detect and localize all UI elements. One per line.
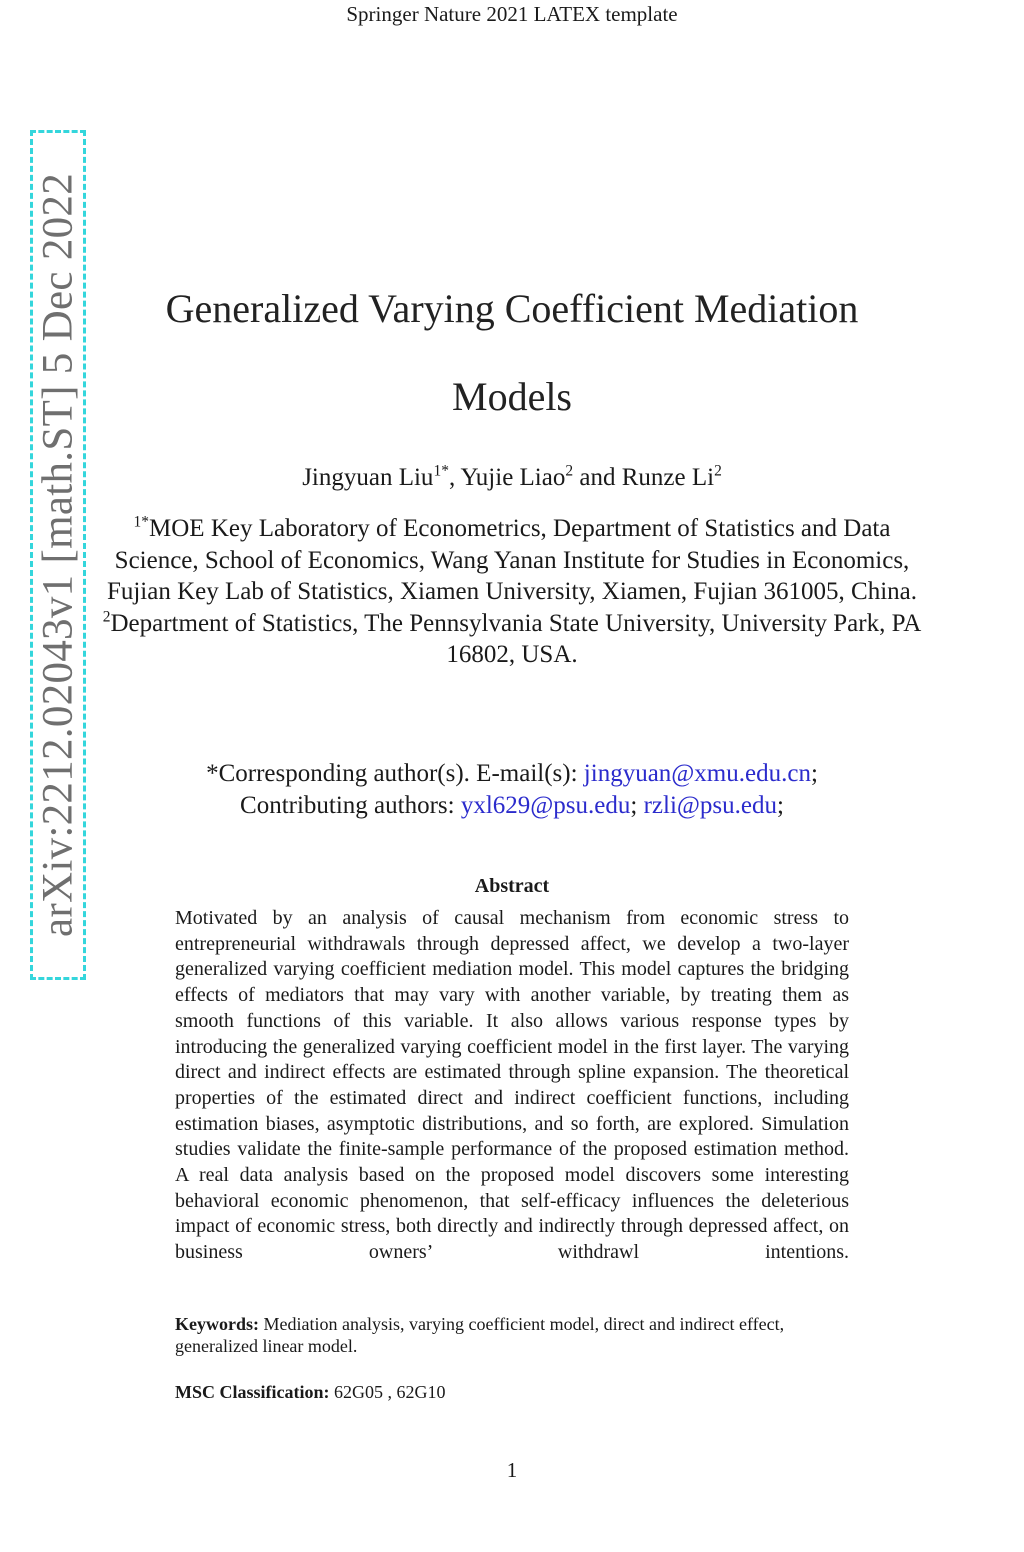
email-link[interactable]: rzli@psu.edu	[643, 791, 778, 819]
author-list	[0, 464, 1024, 492]
author-name: Yujie Liao	[460, 464, 566, 491]
msc-classification	[175, 1381, 849, 1403]
affiliations	[100, 513, 924, 671]
contact-info	[100, 758, 924, 821]
msc-text: 62G05 , 62G10	[329, 1382, 446, 1402]
paper-title-line1: Generalized Varying Coefficient Mediation	[165, 286, 859, 331]
affiliation-text: Department of Statistics, The Pennsylvania State University, University Park, PA 16802, USA.	[110, 609, 922, 668]
affiliation-mark: 1*	[133, 513, 150, 531]
contributing-authors: Contributing authors: yxl629@psu.edu; rzli@psu.edu;	[240, 791, 784, 819]
author-affiliation-mark: 2	[714, 462, 722, 480]
arxiv-stamp: arXiv:2212.02043v1 [math.ST] 5 Dec 2022	[34, 172, 82, 938]
affiliation	[100, 608, 924, 671]
paper-title-line2: Models	[452, 374, 572, 419]
running-head: Springer Nature 2021 LATEX template	[346, 2, 678, 26]
author-affiliation-mark: 2	[565, 462, 574, 480]
email-link[interactable]: jingyuan@xmu.edu.cn	[583, 760, 811, 787]
email-link[interactable]: yxl629@psu.edu	[460, 791, 631, 819]
author-separator: ,	[448, 464, 461, 491]
affiliation-mark: 2	[102, 608, 111, 626]
msc-label: MSC Classification:	[175, 1382, 330, 1402]
affiliation	[100, 513, 924, 608]
corresponding-label: *Corresponding author(s). E-mail(s):	[206, 760, 584, 787]
affiliation-text: MOE Key Laboratory of Econometrics, Department of Statistics and Data Science, School of Economics, Wang Yanan Institute for Studies in Economics, Fujian Key Lab of Statistics, Xiamen University, Xiamen, Fujian 361005, China.	[106, 515, 918, 605]
page-number: 1	[506, 1458, 518, 1482]
author-name: Jingyuan Liu	[302, 464, 434, 491]
corresponding-author: *Corresponding author(s). E-mail(s): jingyuan@xmu.edu.cn;	[206, 760, 818, 787]
keywords-text: Mediation analysis, varying coefficient model, direct and indirect effect, generalized linear model.	[175, 1314, 785, 1356]
keywords-label: Keywords:	[175, 1314, 259, 1334]
abstract-heading: Abstract	[474, 875, 550, 897]
author-affiliation-mark: 1*	[433, 462, 449, 480]
author-separator: and	[573, 464, 622, 491]
author-name: Runze Li	[621, 464, 715, 491]
contributing-label: Contributing authors:	[240, 791, 461, 819]
abstract-text: Motivated by an analysis of causal mechanism from economic stress to entrepreneurial withdrawals through depressed affect, we develop a two-layer generalized varying coefficient mediation model. This model captures the bridging effects of mediators that may vary with another variable, by treating them as smooth functions of this variable. It also allows various response types by introducing the generalized varying coefficient model in the first layer. The varying direct and indirect effects are estimated through spline expansion. The theoretical properties of the estimated direct and indirect coefficient functions, including estimation biases, asymptotic distributions, and so forth, are explored. Simulation studies validate the finite-sample performance of the proposed estimation method. A real data analysis based on the proposed model discovers some interesting behavioral economic phenomenon, that self-efficacy influences the deleterious impact of economic stress, both directly and indirectly through depressed affect, on business owners’ withdrawl intentions.	[175, 907, 849, 1264]
keywords	[175, 1313, 849, 1357]
